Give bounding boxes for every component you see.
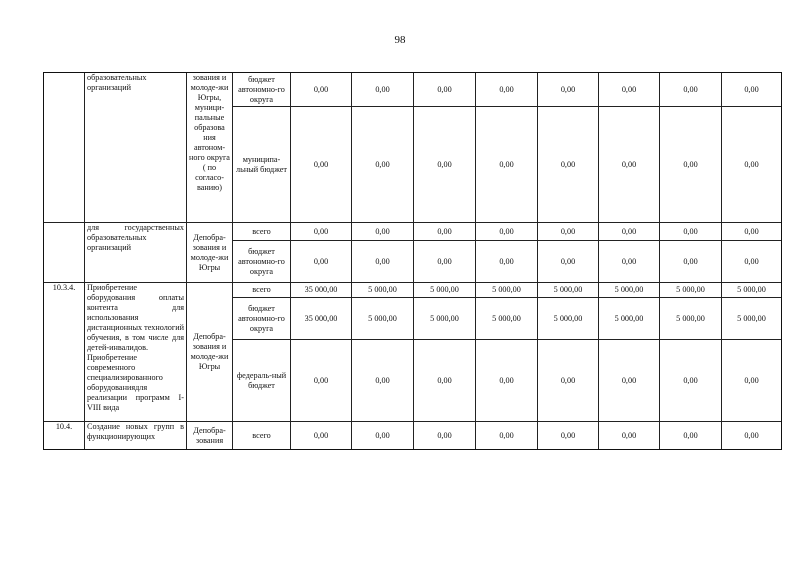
- value-cell-text: 5 000,00: [553, 285, 583, 294]
- value-cell-text: 0,00: [313, 430, 329, 440]
- value-cell-text: 0,00: [560, 375, 576, 385]
- value-cell: [290, 72, 352, 107]
- value-cell-text: 0,00: [437, 430, 452, 440]
- funding-source: [232, 297, 291, 340]
- value-cell: [537, 106, 599, 223]
- value-cell: [659, 297, 722, 340]
- value-cell-text: 0,00: [683, 226, 698, 236]
- executor: [186, 282, 233, 422]
- value-cell: [721, 282, 782, 298]
- executor-text: Депобра-зования и молоде-жи Югры: [190, 332, 229, 371]
- value-cell: [659, 106, 722, 223]
- value-cell-text: 5 000,00: [614, 285, 644, 294]
- funding-source: [232, 240, 291, 283]
- value-cell: [721, 339, 782, 422]
- value-cell: [659, 421, 722, 450]
- value-cell-text: 0,00: [375, 256, 390, 266]
- value-cell: [351, 339, 414, 422]
- value-cell: [413, 421, 476, 450]
- measure-name-text: для государственных образовательных организаций: [87, 223, 184, 252]
- value-cell: [351, 222, 414, 241]
- value-cell-text: 0,00: [437, 375, 452, 385]
- funding-source: [232, 106, 291, 223]
- value-cell-text: 0,00: [621, 256, 637, 266]
- value-cell: [413, 72, 476, 107]
- value-cell: [413, 222, 476, 241]
- value-cell-text: 0,00: [313, 375, 329, 385]
- value-cell: [598, 421, 660, 450]
- value-cell: [413, 282, 476, 298]
- value-cell-text: 0,00: [683, 375, 698, 385]
- value-cell-text: 5 000,00: [737, 285, 766, 294]
- measure-name-text: образовательных организаций: [87, 73, 147, 92]
- value-cell-text: 0,00: [437, 159, 452, 169]
- value-cell-text: 0,00: [744, 256, 759, 266]
- value-cell-text: 0,00: [621, 430, 637, 440]
- value-cell-text: 0,00: [744, 159, 759, 169]
- funding-source-text: бюджет автономно-го округа: [238, 74, 285, 104]
- value-cell-text: 0,00: [499, 226, 514, 236]
- value-cell-text: 0,00: [375, 226, 390, 236]
- value-cell: [290, 222, 352, 241]
- value-cell-text: 0,00: [683, 84, 698, 94]
- value-cell: [537, 240, 599, 283]
- value-cell: [537, 282, 599, 298]
- value-cell-text: 0,00: [313, 256, 329, 266]
- funding-source: [232, 339, 291, 422]
- value-cell: [721, 106, 782, 223]
- value-cell-text: 0,00: [499, 256, 514, 266]
- row-number: [43, 72, 85, 223]
- measure-name-text: Приобретение оборудования оплаты контента для использования дистанционных технологий обучения, в том числе для детей-инвалидов. Приобретение современного специализированного оборудованиядля реализации программ I-VIII вида: [87, 283, 185, 412]
- value-cell: [351, 72, 414, 107]
- value-cell: [290, 297, 352, 340]
- measure-name-text: Создание новых групп в функционирующих: [87, 422, 184, 441]
- value-cell-text: 0,00: [375, 430, 390, 440]
- value-cell-text: 0,00: [744, 430, 759, 440]
- value-cell-text: 0,00: [375, 84, 390, 94]
- funding-source-text: всего: [252, 285, 271, 294]
- measure-name: [84, 282, 187, 422]
- value-cell: [290, 106, 352, 223]
- value-cell: [475, 222, 538, 241]
- value-cell-text: 0,00: [313, 84, 329, 94]
- value-cell-text: 5 000,00: [492, 313, 521, 323]
- executor: [186, 72, 233, 223]
- value-cell: [351, 297, 414, 340]
- value-cell-text: 0,00: [437, 226, 452, 236]
- value-cell: [351, 282, 414, 298]
- value-cell-text: 0,00: [560, 159, 576, 169]
- value-cell-text: 5 000,00: [614, 313, 644, 323]
- value-cell-text: 0,00: [744, 84, 759, 94]
- value-cell: [721, 297, 782, 340]
- funding-source: [232, 282, 291, 298]
- value-cell: [413, 297, 476, 340]
- value-cell: [598, 222, 660, 241]
- value-cell-text: 0,00: [560, 84, 576, 94]
- value-cell-text: 0,00: [683, 430, 698, 440]
- value-cell: [290, 421, 352, 450]
- value-cell-text: 0,00: [313, 159, 329, 169]
- row-number: [43, 222, 85, 283]
- value-cell-text: 5 000,00: [737, 313, 766, 323]
- value-cell-text: 0,00: [744, 375, 759, 385]
- executor-text: Депобра-зования: [193, 425, 226, 445]
- funding-source: [232, 421, 291, 450]
- value-cell: [475, 72, 538, 107]
- value-cell: [659, 339, 722, 422]
- funding-source-text: бюджет автономно-го округа: [238, 303, 285, 333]
- funding-source-text: бюджет автономно-го округа: [238, 246, 285, 276]
- value-cell-text: 0,00: [437, 256, 452, 266]
- value-cell-text: 5 000,00: [676, 313, 705, 323]
- value-cell: [537, 222, 599, 241]
- page-number: 98: [394, 34, 406, 46]
- value-cell-text: 5 000,00: [368, 313, 397, 323]
- value-cell-text: 5 000,00: [553, 313, 583, 323]
- row-number-text: 10.3.4.: [52, 283, 76, 292]
- value-cell: [351, 240, 414, 283]
- value-cell-text: 0,00: [375, 375, 390, 385]
- value-cell: [413, 339, 476, 422]
- value-cell: [598, 240, 660, 283]
- value-cell-text: 0,00: [683, 256, 698, 266]
- value-cell-text: 0,00: [560, 430, 576, 440]
- value-cell-text: 0,00: [621, 159, 637, 169]
- value-cell-text: 5 000,00: [492, 285, 521, 294]
- value-cell-text: 0,00: [499, 84, 514, 94]
- value-cell: [659, 240, 722, 283]
- value-cell-text: 0,00: [621, 226, 637, 236]
- value-cell: [598, 106, 660, 223]
- value-cell-text: 0,00: [621, 375, 637, 385]
- value-cell: [721, 222, 782, 241]
- measure-name: [84, 421, 187, 450]
- value-cell: [351, 421, 414, 450]
- value-cell: [351, 106, 414, 223]
- value-cell: [475, 282, 538, 298]
- measure-name: [84, 72, 187, 223]
- value-cell-text: 35 000,00: [304, 285, 338, 294]
- value-cell: [537, 421, 599, 450]
- value-cell-text: 0,00: [744, 226, 759, 236]
- value-cell: [721, 421, 782, 450]
- value-cell: [659, 72, 722, 107]
- value-cell: [537, 339, 599, 422]
- value-cell: [475, 339, 538, 422]
- value-cell-text: 0,00: [375, 159, 390, 169]
- executor: [186, 421, 233, 450]
- value-cell: [537, 297, 599, 340]
- row-number: [43, 282, 85, 422]
- value-cell: [475, 240, 538, 283]
- value-cell-text: 0,00: [437, 84, 452, 94]
- value-cell-text: 0,00: [499, 159, 514, 169]
- value-cell: [598, 339, 660, 422]
- value-cell: [290, 240, 352, 283]
- funding-source-text: всего: [252, 430, 271, 440]
- executor-text: Депобра-зования и молоде-жи Югры: [190, 232, 229, 272]
- value-cell-text: 0,00: [313, 226, 329, 236]
- executor: [186, 222, 233, 283]
- value-cell-text: 0,00: [683, 159, 698, 169]
- value-cell: [475, 106, 538, 223]
- row-number-text: 10.4.: [55, 422, 73, 431]
- value-cell-text: 5 000,00: [676, 285, 705, 294]
- value-cell: [598, 282, 660, 298]
- value-cell-text: 0,00: [499, 375, 514, 385]
- value-cell: [290, 339, 352, 422]
- value-cell-text: 5 000,00: [368, 285, 397, 294]
- value-cell: [537, 72, 599, 107]
- executor-text: зования и молоде-жи Югры, муници-пальные образова ния автоном-ного округа ( по согласо-ванию): [189, 73, 230, 192]
- value-cell: [475, 421, 538, 450]
- value-cell: [659, 282, 722, 298]
- value-cell-text: 35 000,00: [304, 313, 338, 323]
- value-cell-text: 5 000,00: [430, 285, 459, 294]
- value-cell: [290, 282, 352, 298]
- funding-source: [232, 222, 291, 241]
- value-cell: [475, 297, 538, 340]
- funding-source: [232, 72, 291, 107]
- funding-source-text: всего: [252, 226, 271, 236]
- value-cell: [721, 240, 782, 283]
- value-cell-text: 0,00: [560, 226, 576, 236]
- value-cell: [598, 72, 660, 107]
- value-cell-text: 0,00: [560, 256, 576, 266]
- measure-name: [84, 222, 187, 283]
- funding-source-text: муниципа-льный бюджет: [236, 154, 287, 174]
- value-cell: [659, 222, 722, 241]
- funding-source-text: федераль-ный бюджет: [236, 370, 287, 390]
- value-cell-text: 0,00: [499, 430, 514, 440]
- value-cell-text: 0,00: [621, 84, 637, 94]
- value-cell: [721, 72, 782, 107]
- value-cell: [598, 297, 660, 340]
- value-cell-text: 5 000,00: [430, 313, 459, 323]
- row-number: [43, 421, 85, 450]
- value-cell: [413, 240, 476, 283]
- value-cell: [413, 106, 476, 223]
